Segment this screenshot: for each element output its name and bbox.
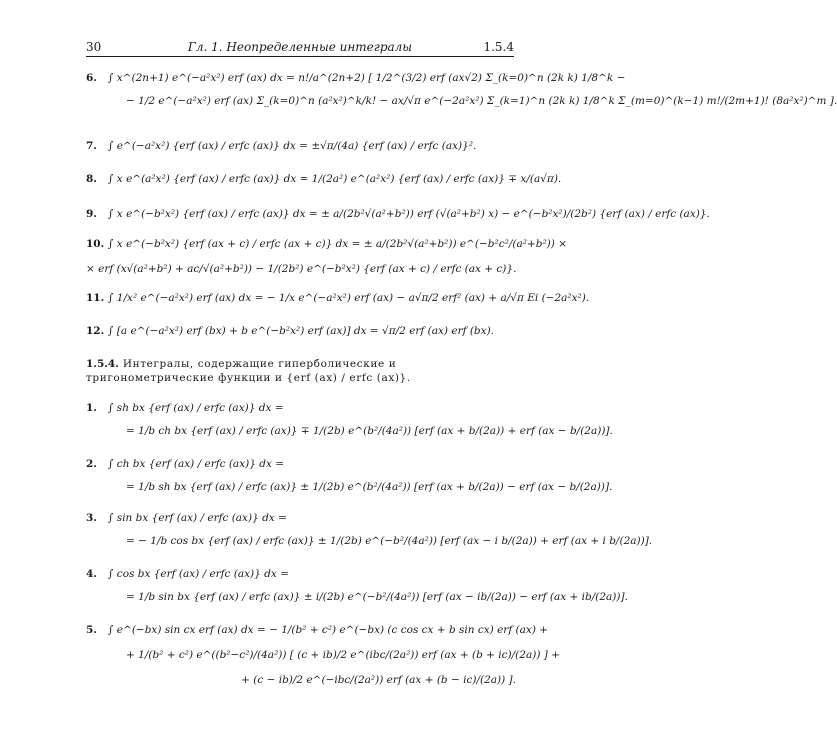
formula-number: 5. [86, 624, 97, 636]
formula-number: 2. [86, 458, 97, 470]
formula-line: ∫ x^(2n+1) e^(−a²x²) erf (ax) dx = n!/a^(2n+2) [ 1/2^(3/2) erf (ax√2) Σ_(k=0)^n (2k k) 1/8^k − [108, 72, 626, 84]
formula-number: 1. [86, 402, 97, 414]
formula-number: 8. [86, 173, 97, 185]
formula-8 [86, 173, 562, 186]
formula-b-1 [86, 402, 613, 438]
formula-6 [86, 72, 837, 108]
formula-line: ∫ 1/x² e^(−a²x²) erf (ax) dx = − 1/x e^(−a²x²) erf (ax) − a√π/2 erf² (ax) + a/√π Ei (−2a²x²). [108, 292, 590, 304]
formula-line: ∫ x e^(a²x²) {erf (ax) / erfc (ax)} dx = 1/(2a²) e^(a²x²) {erf (ax) / erfc (ax)} ∓ x/(a√π). [108, 173, 562, 185]
formula-b-2 [86, 458, 613, 494]
formula-line: ∫ x e^(−b²x²) {erf (ax) / erfc (ax)} dx = ± a/(2b²√(a²+b²)) erf (√(a²+b²) x) − e^(−b²x²)/(2b²) {erf (ax) / erfc (ax)}. [108, 208, 710, 220]
formula-number: 9. [86, 208, 97, 220]
formula-number: 6. [86, 72, 97, 84]
formula-number: 4. [86, 568, 97, 580]
formula-line: ∫ ch bx {erf (ax) / erfc (ax)} dx = [108, 458, 285, 470]
formula-number: 7. [86, 140, 97, 152]
formula-12 [86, 325, 516, 338]
formula-line: ∫ sh bx {erf (ax) / erfc (ax)} dx = [108, 402, 284, 414]
formula-11 [86, 292, 590, 305]
running-title: Гл. 1. Неопределенные интегралы [187, 40, 413, 54]
formula-line: − 1/2 e^(−a²x²) erf (ax) Σ_(k=0)^n (a²x²)^k/k! − ax/√π e^(−2a²x²) Σ_(k=1)^n (2k k) 1/8^k Σ_(m=0)^(k−1) m!/(2m+1)! (8a²x²)^m ]. [126, 95, 837, 107]
subsection-title: Интегралы, содержащие гиперболические и тригонометрические функции и {erf (ax) / erfc (ax)}. [86, 358, 411, 384]
formula-line: ∫ cos bx {erf (ax) / erfc (ax)} dx = [108, 568, 289, 580]
formula-number: 12. [86, 325, 105, 337]
formula-7 [86, 140, 516, 153]
formula-b-4 [86, 568, 628, 604]
formula-line: ∫ sin bx {erf (ax) / erfc (ax)} dx = [108, 512, 287, 524]
subsection-number: 1.5.4. [86, 358, 119, 370]
formula-line: = 1/b sh bx {erf (ax) / erfc (ax)} ± 1/(2b) e^(b²/(4a²)) [erf (ax + b/(2a)) − erf (ax − b/(2a))]. [126, 481, 613, 493]
running-header [86, 40, 514, 57]
formula-line: ∫ e^(−bx) sin cx erf (ax) dx = − 1/(b² + c²) e^(−bx) (c cos cx + b sin cx) erf (ax) + [108, 624, 549, 636]
formula-line: ∫ e^(−a²x²) {erf (ax) / erfc (ax)} dx = ±√π/(4a) {erf (ax) / erfc (ax)}². [108, 140, 477, 152]
formula-line: + 1/(b² + c²) e^((b²−c²)/(4a²)) [ (c + ib)/2 e^(ibc/(2a²)) erf (ax + (b + ic)/(2a)) ] + [126, 649, 560, 661]
page-number: 30 [86, 40, 102, 54]
formula-b-3 [86, 512, 653, 548]
formula-line: = 1/b ch bx {erf (ax) / erfc (ax)} ∓ 1/(2b) e^(b²/(4a²)) [erf (ax + b/(2a)) + erf (ax − b/(2a))]. [126, 425, 613, 437]
section-number: 1.5.4 [483, 40, 514, 54]
formula-line: + (c − ib)/2 e^(−ibc/(2a²)) erf (ax + (b − ic)/(2a)) ]. [241, 674, 516, 686]
formula-b-5 [86, 624, 560, 687]
formula-10 [86, 238, 567, 276]
formula-number: 10. [86, 238, 105, 250]
formula-line: = 1/b sin bx {erf (ax) / erfc (ax)} ± i/(2b) e^(−b²/(4a²)) [erf (ax − ib/(2a)) − erf (ax + ib/(2a))]. [126, 591, 628, 603]
formula-line: ∫ x e^(−b²x²) {erf (ax + c) / erfc (ax + c)} dx = ± a/(2b²√(a²+b²)) e^(−b²c²/(a²+b²)) × [108, 238, 567, 250]
formula-line: × erf (x√(a²+b²) + ac/√(a²+b²)) − 1/(2b²) e^(−b²x²) {erf (ax + c) / erfc (ax + c)}. [86, 263, 517, 275]
subsection-heading [86, 357, 516, 385]
formula-line: = − 1/b cos bx {erf (ax) / erfc (ax)} ± 1/(2b) e^(−b²/(4a²)) [erf (ax − i b/(2a)) + erf (ax + i b/(2a))]. [126, 535, 653, 547]
formula-number: 3. [86, 512, 97, 524]
formula-number: 11. [86, 292, 105, 304]
formula-9 [86, 208, 710, 221]
formula-line: ∫ [a e^(−a²x²) erf (bx) + b e^(−b²x²) erf (ax)] dx = √π/2 erf (ax) erf (bx). [108, 325, 494, 337]
